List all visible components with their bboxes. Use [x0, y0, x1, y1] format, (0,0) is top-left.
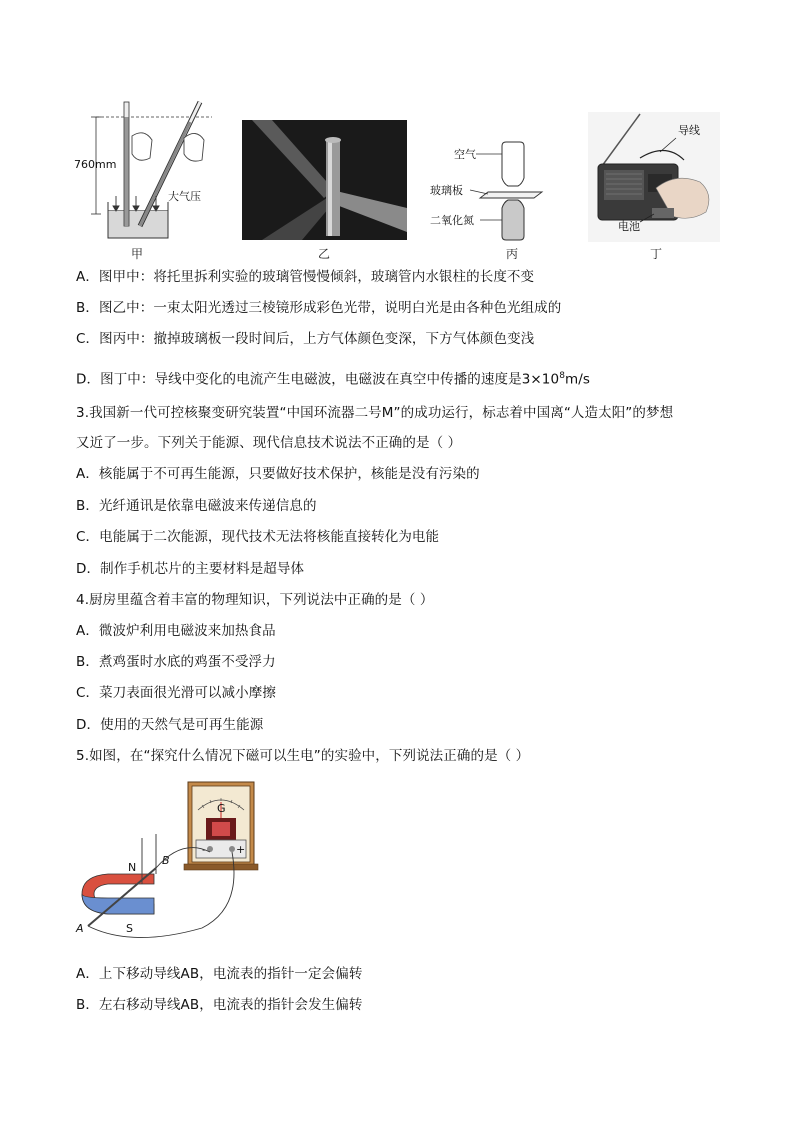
- q3-option-b: B．光纤通讯是依靠电磁波来传递信息的: [76, 498, 317, 514]
- q4-option-d: D．使用的天然气是可再生能源: [76, 717, 264, 733]
- figure-torricelli: [72, 98, 222, 246]
- caption-jia: 甲: [130, 247, 143, 261]
- q3-option-a: A．核能属于不可再生能源，只要做好技术保护，核能是没有污染的: [76, 466, 480, 482]
- q4-option-c: C．菜刀表面很光滑可以减小摩擦: [76, 685, 276, 701]
- plus-label: +: [236, 843, 246, 856]
- galvanometer-g-label: G: [217, 802, 226, 815]
- q4-option-b: B．煮鸡蛋时水底的鸡蛋不受浮力: [76, 654, 276, 670]
- q2-option-d-exponent: 8: [559, 371, 566, 381]
- minus-label: -: [202, 843, 206, 856]
- q3-stem-line1: 3.我国新一代可控核聚变研究装置“中国环流器二号M”的成功运行，标志着中国离“人造太阳”的梦想: [76, 405, 674, 421]
- caption-ding: 丁: [649, 247, 662, 261]
- q2-option-a: A．图甲中：将托里拆利实验的玻璃管慢慢倾斜，玻璃管内水银柱的长度不变: [76, 269, 535, 285]
- figure-induction: [72, 778, 262, 943]
- figure-prism: [242, 120, 407, 240]
- caption-bing: 丙: [505, 247, 518, 261]
- battery-label: 电池: [618, 220, 640, 233]
- q2-option-b: B．图乙中：一束太阳光透过三棱镜形成彩色光带，说明白光是由各种色光组成的: [76, 300, 562, 316]
- figure-diffusion: [430, 140, 545, 242]
- air-label: 空气: [454, 148, 476, 161]
- q2-option-c: C．图丙中：撤掉玻璃板一段时间后，上方气体颜色变深，下方气体颜色变浅: [76, 331, 535, 347]
- q5-option-b: B．左右移动导线AB，电流表的指针会发生偏转: [76, 997, 363, 1013]
- label-a: A: [76, 922, 84, 935]
- pressure-label: 大气压: [168, 190, 201, 203]
- height-label: 760mm: [74, 158, 117, 171]
- caption-yi: 乙: [317, 247, 330, 261]
- q4-stem: 4.厨房里蕴含着丰富的物理知识，下列说法中正确的是（ ）: [76, 592, 434, 608]
- q2-option-d-text: D．图丁中：导线中变化的电流产生电磁波，电磁波在真空中传播的速度是3×10: [76, 371, 560, 388]
- glass-label: 玻璃板: [430, 184, 463, 197]
- q3-stem-line2: 又近了一步。下列关于能源、现代信息技术说法不正确的是（ ）: [76, 435, 462, 451]
- q5-stem: 5.如图，在“探究什么情况下磁可以生电”的实验中，下列说法正确的是（ ）: [76, 748, 530, 764]
- q3-option-d: D．制作手机芯片的主要材料是超导体: [76, 561, 305, 577]
- q4-option-a: A．微波炉利用电磁波来加热食品: [76, 623, 276, 639]
- q2-option-d-unit: m/s: [565, 371, 591, 388]
- label-b: B: [162, 854, 170, 867]
- north-label: N: [128, 861, 137, 874]
- q2-option-d: [76, 367, 590, 389]
- gas-label: 二氧化氮: [430, 214, 474, 227]
- q3-option-c: C．电能属于二次能源，现代技术无法将核能直接转化为电能: [76, 529, 440, 545]
- figure-radio: [588, 112, 720, 242]
- q5-option-a: A．上下移动导线AB，电流表的指针一定会偏转: [76, 966, 363, 982]
- wire-label: 导线: [678, 124, 700, 137]
- south-label: S: [126, 922, 133, 935]
